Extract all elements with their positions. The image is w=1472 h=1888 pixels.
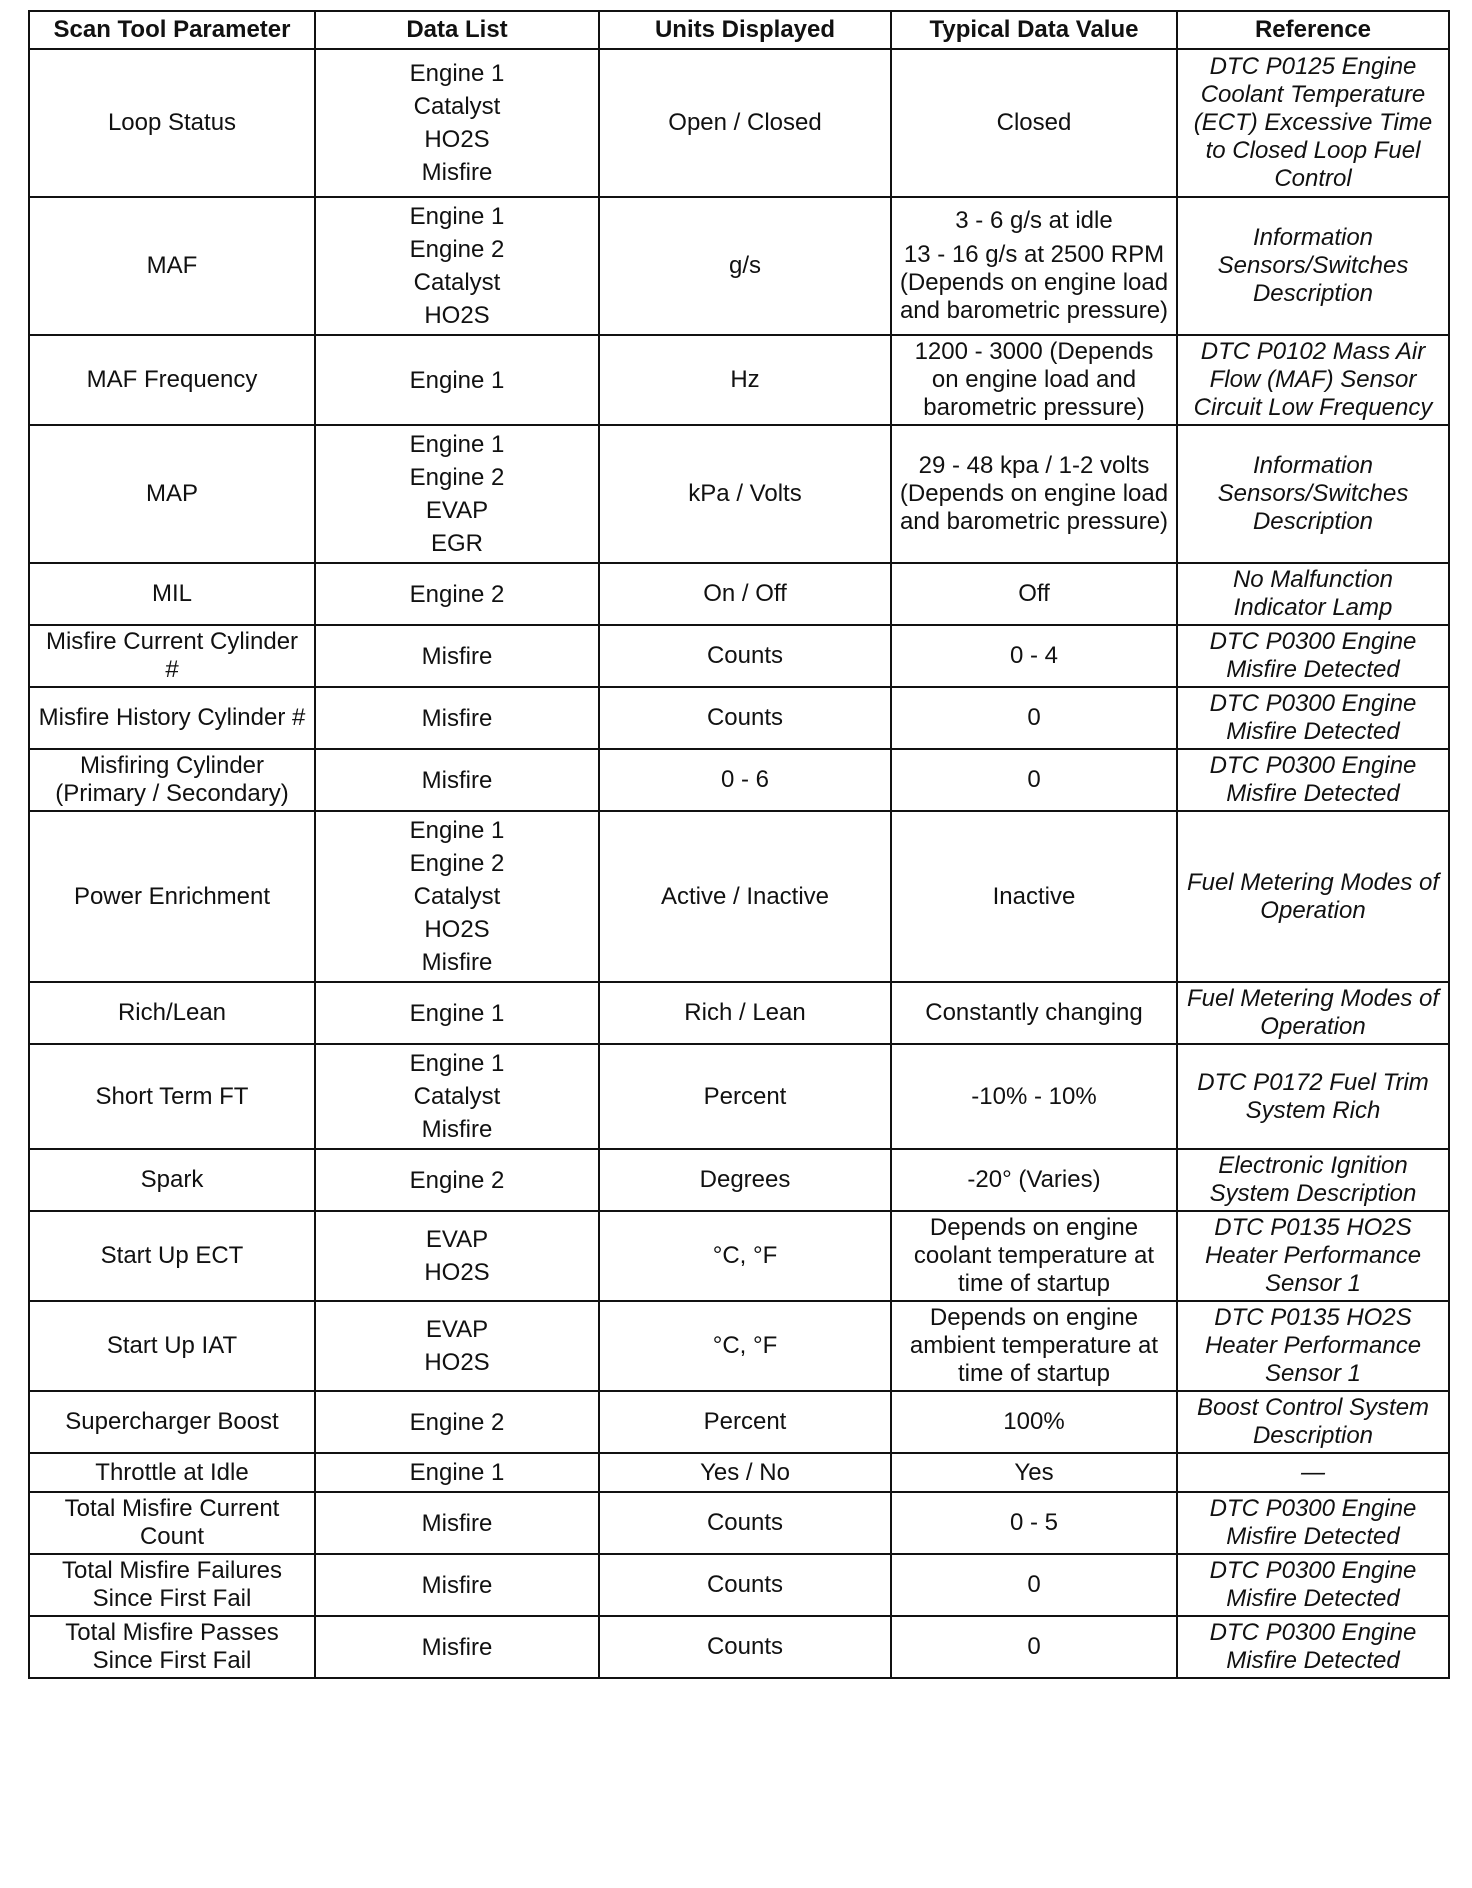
cell-units-displayed: Counts — [599, 1492, 891, 1554]
typical-value-line: 1200 - 3000 (Depends on engine load and barometric pressure) — [914, 338, 1154, 421]
data-list-entry: Misfire — [421, 1116, 493, 1143]
cell-typical-data-value — [891, 1391, 1177, 1453]
table-row — [29, 1554, 1449, 1616]
cell-data-list — [315, 335, 599, 425]
cell-typical-data-value — [891, 1044, 1177, 1149]
table-row — [29, 625, 1449, 687]
typical-value-line: 29 - 48 kpa / 1-2 volts (Depends on engine load and barometric pressure) — [899, 452, 1169, 535]
scan-tool-data-table-page — [28, 10, 1448, 1679]
data-list-entry: Engine 2 — [409, 464, 505, 491]
table-row — [29, 335, 1449, 425]
cell-data-list — [315, 1391, 599, 1453]
table-row — [29, 1301, 1449, 1391]
cell-data-list — [315, 687, 599, 749]
data-list-entry: Engine 1 — [409, 1050, 505, 1077]
cell-data-list — [315, 1616, 599, 1678]
table-row — [29, 811, 1449, 982]
data-list-entry: Engine 1 — [409, 203, 505, 230]
cell-reference: DTC P0300 Engine Misfire Detected — [1177, 1616, 1449, 1678]
cell-data-list — [315, 1044, 599, 1149]
data-list-entry: Engine 2 — [409, 1408, 505, 1436]
cell-reference: DTC P0300 Engine Misfire Detected — [1177, 625, 1449, 687]
cell-scan-tool-parameter: Loop Status — [29, 49, 315, 197]
table-row — [29, 1149, 1449, 1211]
header-data-list: Data List — [315, 11, 599, 49]
cell-typical-data-value — [891, 749, 1177, 811]
typical-value-line: 0 - 5 — [1009, 1509, 1059, 1536]
cell-units-displayed: Counts — [599, 1616, 891, 1678]
typical-value-line: 0 — [1027, 1571, 1041, 1598]
cell-data-list — [315, 1453, 599, 1492]
data-list-entry: EVAP — [425, 1316, 489, 1343]
cell-scan-tool-parameter: Misfiring Cylinder (Primary / Secondary) — [29, 749, 315, 811]
cell-typical-data-value — [891, 563, 1177, 625]
data-list-entry: HO2S — [424, 126, 490, 153]
cell-reference: DTC P0102 Mass Air Flow (MAF) Sensor Circuit Low Frequency — [1177, 335, 1449, 425]
cell-scan-tool-parameter: MIL — [29, 563, 315, 625]
data-list-entry: Misfire — [421, 1509, 493, 1537]
cell-reference: DTC P0135 HO2S Heater Performance Sensor 1 — [1177, 1301, 1449, 1391]
typical-value-line: 0 — [1027, 766, 1041, 793]
typical-value-line: -20° (Varies) — [967, 1166, 1101, 1193]
cell-typical-data-value — [891, 49, 1177, 197]
typical-value-line: Constantly changing — [925, 999, 1143, 1026]
cell-typical-data-value — [891, 335, 1177, 425]
cell-units-displayed: Hz — [599, 335, 891, 425]
typical-value-line: Off — [1018, 580, 1050, 607]
cell-typical-data-value — [891, 687, 1177, 749]
cell-data-list — [315, 982, 599, 1044]
cell-reference: Information Sensors/Switches Description — [1177, 425, 1449, 563]
table-row — [29, 1616, 1449, 1678]
cell-data-list — [315, 1554, 599, 1616]
data-list-entry: Catalyst — [413, 269, 501, 296]
cell-scan-tool-parameter: Total Misfire Failures Since First Fail — [29, 1554, 315, 1616]
cell-typical-data-value — [891, 982, 1177, 1044]
data-list-entry: Misfire — [421, 1633, 493, 1661]
cell-typical-data-value — [891, 425, 1177, 563]
cell-data-list — [315, 49, 599, 197]
cell-reference: DTC P0300 Engine Misfire Detected — [1177, 1554, 1449, 1616]
cell-units-displayed: °C, °F — [599, 1301, 891, 1391]
typical-value-line: Inactive — [992, 882, 1076, 910]
cell-scan-tool-parameter: MAF Frequency — [29, 335, 315, 425]
data-list-entry: HO2S — [424, 1259, 490, 1286]
table-row — [29, 1453, 1449, 1492]
data-list-entry: Engine 1 — [409, 999, 505, 1027]
header-units-displayed: Units Displayed — [599, 11, 891, 49]
typical-value-line: 13 - 16 g/s at 2500 RPM (Depends on engine load and barometric pressure) — [899, 241, 1169, 324]
cell-typical-data-value — [891, 1492, 1177, 1554]
typical-value-line: 100% — [1003, 1408, 1065, 1435]
data-list-entry: Misfire — [421, 642, 493, 670]
data-list-entry: Catalyst — [413, 883, 501, 910]
data-list-entry: Misfire — [421, 1571, 493, 1599]
cell-typical-data-value — [891, 1554, 1177, 1616]
cell-units-displayed: kPa / Volts — [599, 425, 891, 563]
cell-units-displayed: Active / Inactive — [599, 811, 891, 982]
data-list-entry: Engine 2 — [409, 236, 505, 263]
cell-scan-tool-parameter: MAF — [29, 197, 315, 335]
cell-reference: — — [1177, 1453, 1449, 1492]
cell-data-list — [315, 1492, 599, 1554]
cell-units-displayed: On / Off — [599, 563, 891, 625]
typical-value-line: Depends on engine coolant temperature at time of startup — [913, 1214, 1155, 1297]
cell-units-displayed: g/s — [599, 197, 891, 335]
header-row — [29, 11, 1449, 49]
cell-units-displayed: Percent — [599, 1044, 891, 1149]
cell-scan-tool-parameter: Throttle at Idle — [29, 1453, 315, 1492]
cell-reference: No Malfunction Indicator Lamp — [1177, 563, 1449, 625]
data-list-entry: Engine 1 — [409, 60, 505, 87]
typical-value-line: Yes — [1014, 1458, 1054, 1486]
cell-data-list — [315, 425, 599, 563]
cell-data-list — [315, 749, 599, 811]
cell-reference: Fuel Metering Modes of Operation — [1177, 811, 1449, 982]
data-list-entry: HO2S — [424, 302, 490, 329]
cell-units-displayed: Rich / Lean — [599, 982, 891, 1044]
cell-scan-tool-parameter: Total Misfire Passes Since First Fail — [29, 1616, 315, 1678]
cell-scan-tool-parameter: Misfire Current Cylinder # — [29, 625, 315, 687]
data-list-entry: Engine 1 — [409, 1459, 505, 1486]
cell-typical-data-value — [891, 197, 1177, 335]
cell-data-list — [315, 1149, 599, 1211]
cell-typical-data-value — [891, 811, 1177, 982]
cell-data-list — [315, 811, 599, 982]
cell-typical-data-value — [891, 1616, 1177, 1678]
data-list-entry: EGR — [430, 530, 483, 557]
cell-typical-data-value — [891, 1211, 1177, 1301]
cell-reference: DTC P0300 Engine Misfire Detected — [1177, 749, 1449, 811]
data-list-entry: Misfire — [421, 704, 493, 732]
cell-scan-tool-parameter: Supercharger Boost — [29, 1391, 315, 1453]
table-row — [29, 425, 1449, 563]
cell-reference: DTC P0125 Engine Coolant Temperature (ECT) Excessive Time to Closed Loop Fuel Control — [1177, 49, 1449, 197]
typical-value-line: -10% - 10% — [971, 1082, 1097, 1110]
cell-units-displayed: Percent — [599, 1391, 891, 1453]
cell-typical-data-value — [891, 625, 1177, 687]
cell-reference: DTC P0135 HO2S Heater Performance Sensor 1 — [1177, 1211, 1449, 1301]
typical-value-line: 0 — [1027, 704, 1041, 731]
cell-scan-tool-parameter: Rich/Lean — [29, 982, 315, 1044]
data-list-entry: Catalyst — [413, 1083, 501, 1110]
data-list-entry: Engine 2 — [409, 850, 505, 877]
cell-reference: DTC P0172 Fuel Trim System Rich — [1177, 1044, 1449, 1149]
typical-value-line: Depends on engine ambient temperature at time of startup — [909, 1304, 1159, 1387]
cell-typical-data-value — [891, 1301, 1177, 1391]
table-row — [29, 49, 1449, 197]
cell-scan-tool-parameter: MAP — [29, 425, 315, 563]
data-list-entry: HO2S — [424, 916, 490, 943]
data-list-entry: Engine 1 — [409, 817, 505, 844]
table-row — [29, 1044, 1449, 1149]
cell-reference: DTC P0300 Engine Misfire Detected — [1177, 687, 1449, 749]
cell-units-displayed: Degrees — [599, 1149, 891, 1211]
data-list-entry: Misfire — [421, 766, 493, 794]
table-row — [29, 687, 1449, 749]
cell-units-displayed: Counts — [599, 687, 891, 749]
cell-data-list — [315, 1301, 599, 1391]
cell-units-displayed: °C, °F — [599, 1211, 891, 1301]
data-list-entry: EVAP — [425, 1226, 489, 1253]
cell-scan-tool-parameter: Total Misfire Current Count — [29, 1492, 315, 1554]
table-row — [29, 1211, 1449, 1301]
cell-units-displayed: Open / Closed — [599, 49, 891, 197]
cell-units-displayed: Counts — [599, 1554, 891, 1616]
cell-typical-data-value — [891, 1453, 1177, 1492]
cell-scan-tool-parameter: Start Up IAT — [29, 1301, 315, 1391]
typical-value-line: 0 — [1027, 1633, 1041, 1660]
header-scan-tool-parameter: Scan Tool Parameter — [29, 11, 315, 49]
data-list-entry: Engine 1 — [409, 431, 505, 458]
data-list-entry: Misfire — [421, 159, 493, 186]
cell-data-list — [315, 563, 599, 625]
data-list-entry: EVAP — [425, 497, 489, 524]
typical-value-line: Closed — [996, 109, 1072, 136]
cell-reference: Electronic Ignition System Description — [1177, 1149, 1449, 1211]
scan-tool-data-table — [28, 10, 1450, 1679]
cell-scan-tool-parameter: Start Up ECT — [29, 1211, 315, 1301]
table-body — [29, 49, 1449, 1678]
cell-typical-data-value — [891, 1149, 1177, 1211]
cell-reference: Boost Control System Description — [1177, 1391, 1449, 1453]
cell-data-list — [315, 1211, 599, 1301]
data-list-entry: Engine 2 — [409, 1166, 505, 1194]
cell-data-list — [315, 625, 599, 687]
header-typical-data-value: Typical Data Value — [891, 11, 1177, 49]
cell-scan-tool-parameter: Misfire History Cylinder # — [29, 687, 315, 749]
table-row — [29, 1391, 1449, 1453]
data-list-entry: Misfire — [421, 949, 493, 976]
cell-reference: Fuel Metering Modes of Operation — [1177, 982, 1449, 1044]
cell-scan-tool-parameter: Power Enrichment — [29, 811, 315, 982]
header-reference: Reference — [1177, 11, 1449, 49]
table-row — [29, 749, 1449, 811]
table-row — [29, 1492, 1449, 1554]
data-list-entry: Engine 2 — [409, 580, 505, 608]
data-list-entry: Catalyst — [413, 93, 501, 120]
cell-scan-tool-parameter: Spark — [29, 1149, 315, 1211]
table-row — [29, 563, 1449, 625]
data-list-entry: Engine 1 — [409, 366, 505, 394]
cell-data-list — [315, 197, 599, 335]
cell-units-displayed: Yes / No — [599, 1453, 891, 1492]
typical-value-line: 3 - 6 g/s at idle — [955, 207, 1113, 234]
cell-units-displayed: Counts — [599, 625, 891, 687]
cell-scan-tool-parameter: Short Term FT — [29, 1044, 315, 1149]
data-list-entry: HO2S — [424, 1349, 490, 1376]
cell-reference: Information Sensors/Switches Description — [1177, 197, 1449, 335]
cell-reference: DTC P0300 Engine Misfire Detected — [1177, 1492, 1449, 1554]
table-row — [29, 982, 1449, 1044]
cell-units-displayed: 0 - 6 — [599, 749, 891, 811]
typical-value-line: 0 - 4 — [1009, 642, 1059, 669]
table-row — [29, 197, 1449, 335]
